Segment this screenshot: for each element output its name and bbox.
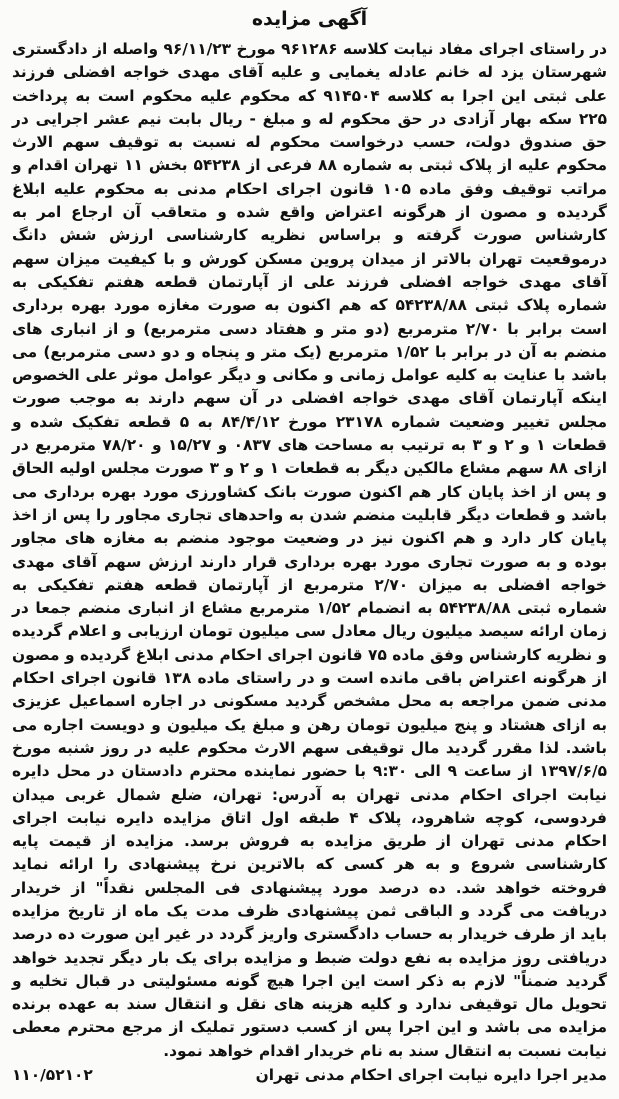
signature-row <box>12 1062 607 1088</box>
notice-body: در راستای اجرای مفاد نیابت کلاسه ۹۶۱۲۸۶ مورخ ۹۶/۱۱/۲۳ واصله از دادگستری شهرستان یزد له خانم عادله یغمایی و علیه آقای مهدی خواجه افضلی فرزند علی ثبتی این اجرا به کلاسه ۹۱۴۵۰۴ که محکوم علیه محکوم است به پرداخت ۲۲۵ سکه بهار آزادی در حق محکوم له و مبلغ - ریال بابت نیم عشر اجرایی در حق صندوق دولت، حسب درخواست محکوم له نسبت به توقیف سهم الارث محکوم علیه از پلاک ثبتی به شماره ۸۸ فرعی از ۵۴۲۳۸ بخش ۱۱ تهران اقدام و مراتب توقیف وفق ماده ۱۰۵ قانون اجرای احکام مدنی به محکوم علیه ابلاغ گردیده و مصون از هرگونه اعتراض واقع شده و متعاقب آن ارجاع امر به کارشناس صورت گرفته و براساس نظریه کارشناسی ارزش شش دانگ درموقعیت تهران بالاتر از میدان پروین مسکن کورش و با کیفیت میزان سهم آقای مهدی خواجه افضلی فرزند علی از آپارتمان قطعه هفتم تفکیکی به شماره پلاک ثبتی ۵۴۲۳۸/۸۸ که هم اکنون به صورت مغازه مورد بهره برداری است برابر با ۲/۷۰ مترمربع (دو متر و هفتاد دسی مترمربع) و از انباری های منضم به آن در برابر با ۱/۵۲ مترمربع (یک متر و پنجاه و دو دسی مترمربع) می باشد با عنایت به کلیه عوامل زمانی و مکانی و دیگر عوامل موثر علی الخصوص اینکه آپارتمان آقای مهدی خواجه افضلی در آن سهم دارند به موجب صورت مجلس تغییر وضعیت شماره ۲۳۱۷۸ مورخ ۸۴/۴/۱۲ به ۵ قطعه تفکیک شده و قطعات ۱ و ۲ و ۳ به ترتیب به مساحت های ۰۸۳۷ و ۱۵/۲۷ و ۷۸/۲۰ مترمربع در ازای ۸۸ سهم مشاع مالکین دیگر به قطعات ۱ و ۲ و ۳ صورت مجلس اولیه الحاق و پس از اخذ پایان کار هم اکنون صورت بانک کشاورزی مورد بهره برداری می باشد و قطعات دیگر قابلیت منضم شدن به واحدهای تجاری مجاور را پس از اخذ پایان کار دارد و هم اکنون نیز در وضعیت موجود منضم به مغازه های مجاور بوده و به صورت تجاری مورد بهره برداری قرار دارند ارزش سهم آقای مهدی خواجه افضلی به میزان ۲/۷۰ مترمربع از آپارتمان قطعه هفتم تفکیکی به شماره ثبتی ۵۴۲۳۸/۸۸ به انضمام ۱/۵۲ مترمربع مشاع از انباری منضم جمعا در زمان ارائه سیصد میلیون ریال معادل سی میلیون تومان ارزیابی و اعلام گردیده و نظریه کارشناس وفق ماده ۷۵ قانون اجرای احکام مدنی ابلاغ گردیده و مصون از هرگونه اعتراض باقی مانده است و در راستای ماده ۱۳۸ قانون اجرای احکام مدنی ضمن مراجعه به محل مشخص گردید مسکونی در اجاره اسماعیل عزیزی به ازای هشتاد و پنج میلیون تومان رهن و مبلغ یک میلیون و دویست اجاره می باشد. لذا مقرر گردید مال توقیفی سهم الارث محکوم علیه در روز شنبه مورخ ۱۳۹۷/۶/۵ از ساعت ۹ الی ۹:۳۰ با حضور نماینده محترم دادستان در محل دایره نیابت اجرای احکام مدنی تهران به آدرس: تهران، ضلع شمال غربی میدان فردوسی، کوچه شاهرود، پلاک ۴ طبقه اول اتاق مزایده دایره نیابت اجرای احکام مدنی تهران از طریق مزایده به فروش برسد. مزایده از قیمت پایه کارشناسی شروع و به هر کسی که بالاترین نرخ پیشنهادی را ارائه نماید فروخته خواهد شد. ده درصد مورد پیشنهادی فی المجلس نقداً" از خریدار دریافت می گردد و الباقی ثمن پیشنهادی ظرف مدت یک ماه از تاریخ مزایده باید از طرف خریدار به حساب دادگستری واریز گردد در غیر این صورت ده درصد دریافتی روز مزایده به نفع دولت ضبط و مزایده برای یک بار دیگر تجدید خواهد گردید ضمناً" لازم به ذکر است این اجرا هیچ گونه مسئولیتی در قبال تخلیه و تحویل مال توقیفی ندارد و کلیه هزینه های نقل و انتقال سند به عهده برنده مزایده می باشد و این اجرا پس از کسب دستور تملیک از مرجع محترم معطی نیابت نسبت به انتقال سند به نام خریدار اقدام خواهد نمود. <box>12 40 608 1060</box>
notice-code: ۱۱۰/۵۲۱۰۲ <box>12 1066 93 1084</box>
signature-title: مدیر اجرا دایره نیابت اجرای احکام مدنی تهران <box>255 1066 607 1084</box>
notice-title: آگهی مزایده <box>251 8 368 30</box>
